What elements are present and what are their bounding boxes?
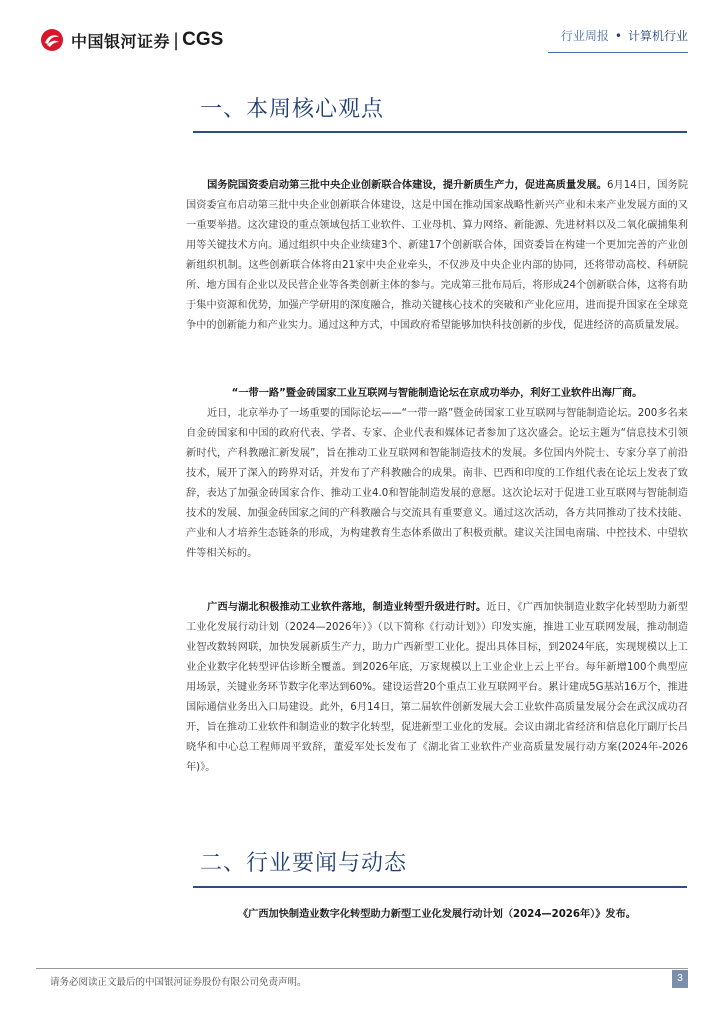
paragraph-4-heading: 《广西加快制造业数字化转型助力新型工业化发展行动计划（2024—2026年）》发布。 <box>238 909 636 920</box>
company-logo <box>40 28 223 52</box>
paragraph-2-heading: “一带一路”暨金砖国家工业互联网与智能制造论坛在京成功举办，利好工业软件出海厂商。 <box>231 388 643 399</box>
section-title-core-views: 一、本周核心观点 <box>200 97 385 122</box>
page-number: 3 <box>672 970 688 988</box>
report-category <box>561 27 688 44</box>
logo-text: 中国银河证券 <box>71 31 171 51</box>
paragraph-4 <box>186 905 688 925</box>
paragraph-2 <box>186 384 688 564</box>
paragraph-2-body: 近日，北京举办了一场重要的国际论坛——“一带一路”暨金砖国家工业互联网与智能制造论坛。200多名来自金砖国家和中国的政府代表、学者、专家、企业代表和媒体记者参加了这次盛会。论坛主题为“信息技术引领新时代，产科教融汇新发展”，旨在推动工业互联网和智能制造技术的发展。多位国内外院士、专家分享了前沿技术，展开了深入的跨界对话，并发布了产科教融合的成果。南非、巴西和印度的工作组代表在论坛上发表了致辞，表达了加强金砖国家合作、推动工业4.0和智能制造发展的意愿。这次论坛对于促进工业互联网与智能制造技术的发展、加强金砖国家之间的产科教融合与交流具有重要意义。通过这次活动，各方共同推动了技术技能、产业和人才培养生态链条的形成，为构建教育生态体系做出了积极贡献。建议关注国电南瑞、中控技术、中望软件等相关标的。 <box>186 408 688 559</box>
paragraph-1-lead: 国务院国资委启动第三批中央企业创新联合体建设，提升新质生产力，促进高质量发展。 <box>207 180 607 191</box>
industry-name: 计算机行业 <box>627 29 688 43</box>
logo-separator: | <box>173 29 180 51</box>
section-title-industry-news: 二、行业要闻与动态 <box>200 851 408 876</box>
paragraph-3 <box>186 598 688 778</box>
paragraph-3-body: 近日，《广西加快制造业数字化转型助力新型工业化发展行动计划（2024—2026年）》（以下简称《行动计划》）印发实施，推进工业互联网发展，推动制造业智改数转网联，加快发展新质生产力，助力广西新型工业化。提出具体目标，到2024年底，实现规模以上工业企业数字化转型评估诊断全覆盖。到2026年底，万家规模以上工业企业上云上平台。每年新增100个典型应用场景，关键业务环节数字化率达到60%。建设运营20个重点工业互联网平台。累计建成5G基站16万个，推进国际通信业务出入口局建设。此外，6月14日，第二届软件创新发展大会工业软件高质量发展分会在武汉成功召开，旨在推动工业软件和制造业的数字化转型，促进新型工业化的发展。会议由湖北省经济和信息化厅副厅长吕晓华和中心总工程师周平致辞，董爱军处长发布了《湖北省工业软件产业高质量发展行动方案(2024年-2026年)》。 <box>186 602 688 773</box>
section-divider <box>193 886 687 888</box>
logo-mark-icon <box>40 28 64 52</box>
footer-disclaimer: 请务必阅读正文最后的中国银河证券股份有限公司免责声明。 <box>50 977 307 988</box>
report-type: 行业周报 <box>560 29 609 43</box>
paragraph-1-body: 6月14日，国务院国资委宣布启动第三批中央企业创新联合体建设，这是中国在推动国家战略性新兴产业和未来产业发展方面的又一重要举措。这次建设的重点领域包括工业软件、工业母机、算力网络、新能源、先进材料以及二氧化碳捕集利用等关键技术方向。通过组织中央企业续建3个、新建17个创新联合体，国资委旨在构建一个更加完善的产业创新组织机制。这些创新联合体将由21家中央企业牵头，不仅涉及中央企业内部的协同，还将带动高校、科研院所、地方国有企业以及民营企业等各类创新主体的参与。完成第三批布局后，将形成24个创新联合体，这将有助于集中资源和优势，加强产学研用的深度融合，推动关键核心技术的突破和产业化应用，进而提升国家在全球竞争中的创新能力和产业实力。通过这种方式，中国政府希望能够加快科技创新的步伐，促进经济的高质量发展。 <box>186 180 689 331</box>
footer-divider <box>36 968 688 969</box>
logo-en: CGS <box>182 29 224 50</box>
paragraph-3-lead: 广西与湖北积极推动工业软件落地，制造业转型升级进行时。 <box>207 602 487 613</box>
separator-dot: • <box>614 28 622 43</box>
page-header <box>0 0 724 70</box>
section-divider <box>193 131 687 133</box>
header-divider <box>548 52 688 53</box>
paragraph-1 <box>186 176 688 336</box>
